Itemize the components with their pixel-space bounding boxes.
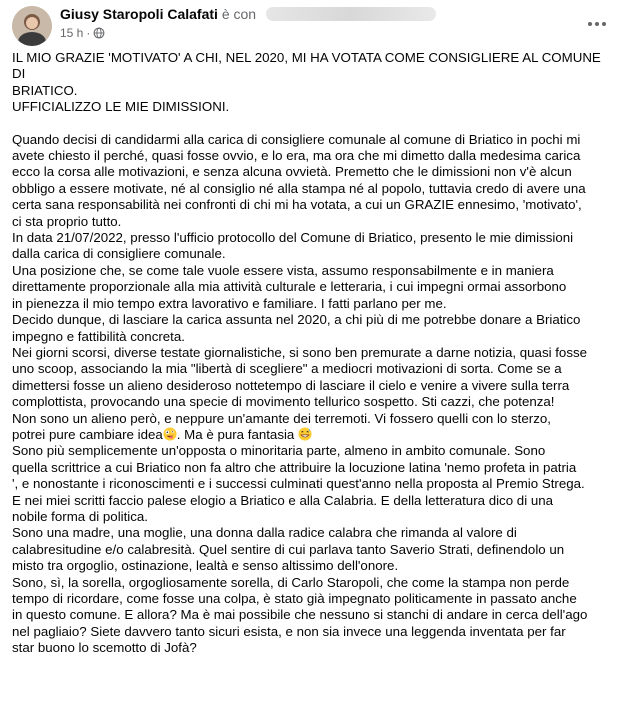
blurred-tagged-names [266,7,436,21]
text-line: direttamente proporzionale alla mia attività culturale e letteraria, i cui impegni ormai assorbono [12,279,567,295]
text-line: complottista, provocando una specie di movimento tellurico sospetto. Sti cazzi, che potenza! [12,394,555,410]
post-meta [60,26,105,40]
emoji-line-middle: . Ma è pura fantasia [176,426,299,442]
meta-dot: · [86,26,91,40]
post-time[interactable]: 15 h [60,26,84,40]
text-block-1 [12,132,615,427]
text-line: in pienezza il mio tempo extra lavorativo e familiare. I fatti parlano per me. [12,295,447,311]
text-line: In data 21/07/2022, presso l'ufficio protocollo del Comune di Briatico, presento le mie dimissioni [12,230,574,246]
text-line: calabresitudine e/o calabresità. Quel sentire di cui parlava tanto Saverio Strati, definendolo un [12,541,565,557]
emoji-line-start: potrei pure cambiare idea [12,426,163,442]
text-line: ecco la corsa alle motivazioni, e senza alcuna ovvietà. Premetto che le dimissioni non v'è alcun [12,164,572,180]
text-line: star buono lo scemotto di Jofà? [12,640,197,656]
avatar[interactable] [12,6,52,46]
text-line: ci sta proprio tutto. [12,213,122,229]
post-body [12,50,615,657]
text-line: Non sono un alieno però, e neppure un'amante dei terremoti. Vi fossero quelli con lo sterzo, [12,410,551,426]
text-line: ', e nonostante i riconoscimenti e i successi culminati quest'anno nella proposta al Premio Strega. [12,476,585,492]
text-line: obbligo a essere motivate, né al consiglio né alla stampa né al popolo, tuttavia credo di avere una [12,180,586,196]
text-line: Una posizione che, se come tale vuole essere vista, assumo responsabilmente e in maniera [12,262,554,278]
text-line: Sono più semplicemente un'opposta o minoritaria parte, almeno in ambito comunale. Sono [12,443,546,459]
text-line: Quando decisi di candidarmi alla carica di consigliere comunale al comune di Briatico in pochi mi [12,131,581,147]
text-block-2 [12,443,615,656]
text-line: nobile forma di politica. [12,508,148,524]
text-line: E nei miei scritti faccio palese elogio a Briatico e alla Calabria. E della letteratura dico di una [12,492,554,508]
title-line: BRIATICO. [12,82,78,98]
crazy-face-emoji-icon [163,427,177,441]
text-line: Nei giorni scorsi, diverse testate giornalistiche, si sono ben premurate a darne notizia, quasi fosse [12,344,588,360]
text-line: dalla carica di consigliere comunale. [12,246,226,262]
title-line: UFFICIALIZZO LE MIE DIMISSIONI. [12,99,230,115]
author-name[interactable]: Giusy Staropoli Calafati [60,6,218,22]
text-line: Sono una madre, una moglie, una donna dalla radice calabra che rimanda al valore di [12,525,517,541]
text-line: quella scrittrice a cui Briatico non fa altro che attribuire la locuzione latina 'nemo profeta in patria [12,459,577,475]
paragraph-gap [12,116,615,132]
emoji-line [12,427,615,443]
text-line: Decido dunque, di lasciare la carica assunta nel 2020, a chi più di me potrebbe donare a Briatico [12,312,581,328]
title-line: IL MIO GRAZIE 'MOTIVATO' A CHI, NEL 2020, MI HA VOTATA COME CONSIGLIERE AL COMUNE DI [12,50,601,82]
globe-icon[interactable] [93,27,105,39]
post-header [0,0,627,50]
text-line: impegno e fattibilità concreta. [12,328,185,344]
text-line: certa sana responsabilità nei confronti di chi mi ha votata, a cui un GRAZIE ennesimo, 'motivato', [12,197,582,213]
grinning-sweat-emoji-icon [298,427,312,441]
text-line: in questo comune. E allora? Ma è mai possibile che nessuno si stanchi di andare in cerca dell'ago [12,607,588,623]
text-line: uno scoop, associando la mia "libertà di scegliere" a mediocri motivazioni di sorta. Come se a [12,361,562,377]
text-line: nel pagliaio? Siete davvero tanto sicuri esista, e non sia invece una leggenda inventata per far [12,623,566,639]
text-line: tempo di ricordare, come fosse una colpa, è stato già impegnato politicamente in passato anche [12,591,577,606]
author-line [60,6,436,22]
text-line: avete chiesto il perché, quasi fosse ovvio, e lo era, ma ora che mi dimetto dalla medesima carica [12,148,581,164]
avatar-photo-icon [12,6,52,46]
text-line: misto tra orgoglio, ostinazione, lealtà e senso altissimo dell'onore. [12,558,399,574]
more-options-icon[interactable] [585,12,609,36]
text-line: dimettersi fosse un alieno desideroso nottetempo di lasciare il cielo e venire a vivere sulla terra [12,377,570,393]
text-line: Sono, sì, la sorella, orgogliosamente sorella, di Carlo Staropoli, che come la stampa non perde [12,574,570,590]
with-text: è con [221,6,257,22]
